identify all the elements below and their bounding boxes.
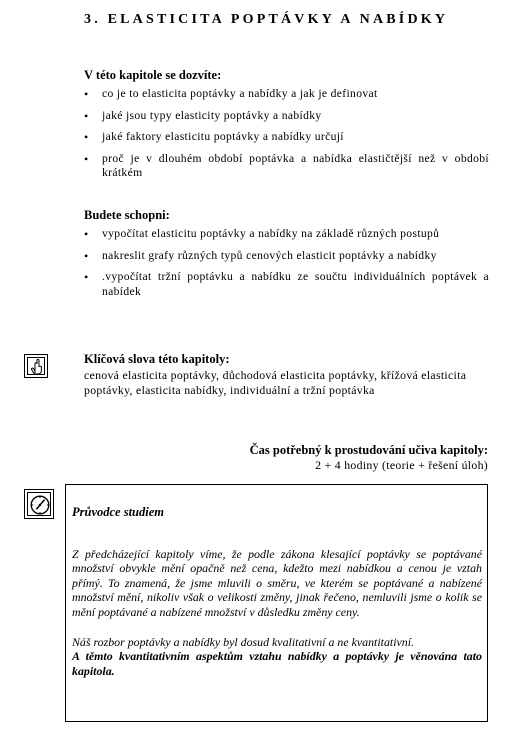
compass-icon <box>24 489 54 519</box>
list-item: • jaké jsou typy elasticity poptávky a nabídky <box>84 109 489 124</box>
list-item: • .vypočítat tržní poptávku a nabídku ze součtu individuálních poptávek a nabídek <box>84 270 489 299</box>
study-guide-box <box>65 484 488 722</box>
learn-list <box>84 87 489 188</box>
study-guide-paragraph: Z předcházející kapitoly víme, že podle zákona klesající poptávky se poptávané množství obvykle mění opačně než cena, kdežto mezi nabídkou a cenou je vztah přímý. To znamená, že jsme mluvili o směru, ve kterém se poptávané a nabízené množství mění, nikoliv však o velikosti změny, jinak řečeno, nemluvili jsme o kolik se mění poptávané a nabízené množství v důsledku změny ceny. <box>72 546 482 619</box>
study-guide-title: Průvodce studiem <box>72 505 165 519</box>
pointing-hand-icon <box>24 354 48 378</box>
list-item: • co je to elasticita poptávky a nabídky a jak je definovat <box>84 87 489 102</box>
study-time-heading: Čas potřebný k prostudování učiva kapitoly: <box>249 443 488 457</box>
study-time-value: 2 + 4 hodiny (teorie + řešení úloh) <box>315 458 488 472</box>
list-item: • jaké faktory elasticitu poptávky a nabídky určují <box>84 130 489 145</box>
list-item: • nakreslit grafy různých typů cenových elasticit poptávky a nabídky <box>84 249 489 264</box>
study-guide-emphasis: A těmto kvantitativním aspektům vztahu nabídky a poptávky je věnována tato kapitola. <box>72 649 482 678</box>
study-guide-paragraph: Náš rozbor poptávky a nabídky byl dosud kvalitativní a ne kvantitativní. <box>72 634 415 649</box>
skills-list <box>84 227 489 306</box>
skills-heading: Budete schopni: <box>84 208 170 222</box>
chapter-title: 3. ELASTICITA POPTÁVKY A NABÍDKY <box>84 12 449 27</box>
keywords-text: cenová elasticita poptávky, důchodová elasticita poptávky, křížová elasticita poptávky, elasticita nabídky, individuální a tržní poptávka <box>84 368 467 397</box>
study-time <box>250 443 488 473</box>
list-item: • proč je v dlouhém období poptávka a nabídka elastičtější než v období krátkém <box>84 152 489 181</box>
keywords-heading: Klíčová slova této kapitoly: <box>84 352 230 366</box>
list-item: • vypočítat elasticitu poptávky a nabídky na základě různých postupů <box>84 227 489 242</box>
learn-heading: V této kapitole se dozvíte: <box>84 68 222 82</box>
